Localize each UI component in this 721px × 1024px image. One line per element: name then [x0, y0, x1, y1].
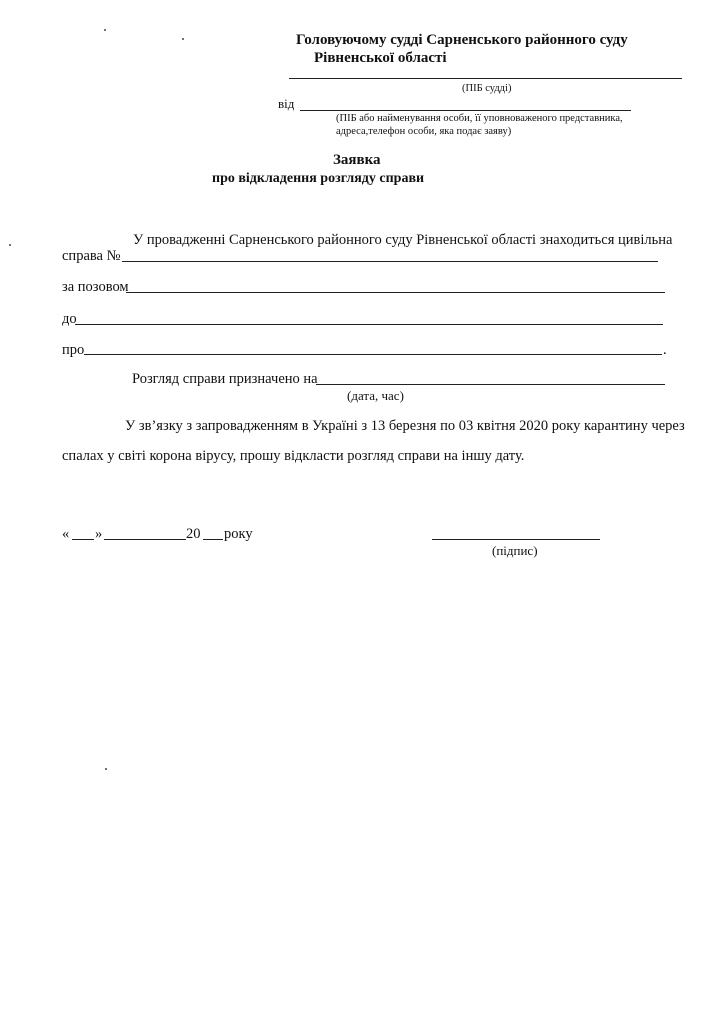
reason-line-2: спалах у світі корона вірусу, прошу відкласти розгляд справи на іншу дату.: [62, 448, 525, 464]
scan-speck: [105, 768, 107, 770]
applicant-field[interactable]: [300, 110, 631, 111]
claim-label: за позовом: [62, 279, 129, 295]
date-day-field[interactable]: [72, 539, 94, 540]
date-year-suffix: року: [224, 526, 253, 542]
document-subtitle: про відкладення розгляду справи: [212, 171, 425, 186]
defendant-label: до: [62, 311, 77, 327]
date-month-field[interactable]: [104, 539, 186, 540]
case-number-field[interactable]: [122, 261, 658, 262]
date-year-field[interactable]: [203, 539, 223, 540]
reason-line-1: У зв’язку з запровадженням в Україні з 13 березня по 03 квітня 2020 року карантину через: [125, 418, 685, 434]
addressee-line-1: Головуючому судді Сарненського районного суду: [296, 32, 628, 48]
subject-label: про: [62, 342, 85, 358]
hearing-label: Розгляд справи призначено на: [132, 371, 318, 387]
applicant-caption-2: адреса,телефон особи, яка подає заяву): [336, 126, 512, 137]
signature-caption: (підпис): [492, 543, 538, 558]
claimant-field[interactable]: [126, 292, 665, 293]
date-close-quote: »: [95, 526, 103, 542]
judge-name-field[interactable]: [289, 78, 682, 79]
hearing-caption: (дата, час): [347, 388, 404, 403]
date-year-prefix: 20: [186, 526, 201, 542]
subject-field[interactable]: [84, 354, 662, 355]
document-title: Заявка: [333, 152, 381, 168]
defendant-field[interactable]: [75, 324, 663, 325]
applicant-caption-1: (ПІБ або найменування особи, її уповноваженого представника,: [336, 113, 623, 124]
case-number-label: справа №: [62, 248, 121, 264]
hearing-datetime-field[interactable]: [316, 384, 665, 385]
signature-field[interactable]: [432, 539, 600, 540]
judge-name-caption: (ПІБ судді): [462, 83, 512, 94]
date-open-quote: «: [62, 526, 70, 542]
subject-end-period: .: [663, 342, 667, 358]
addressee-line-2: Рівненської області: [314, 50, 447, 66]
scan-speck: [104, 29, 106, 31]
from-label: від: [278, 96, 295, 111]
scan-speck: [182, 38, 184, 40]
intro-text: У провадженні Сарненського районного суду Рівненської області знаходиться цивільна: [133, 232, 673, 248]
scan-speck: [9, 244, 11, 246]
